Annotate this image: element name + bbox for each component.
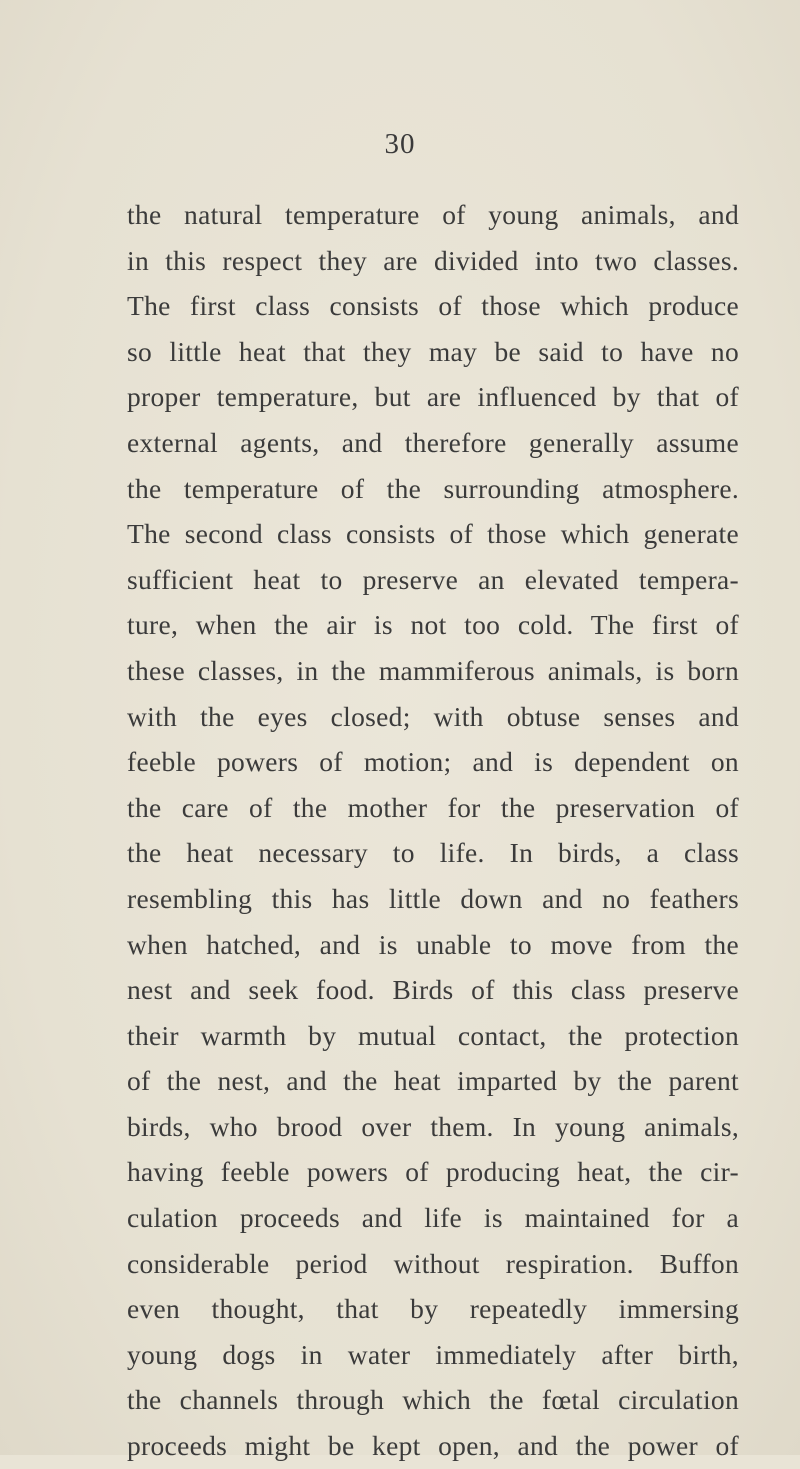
text-line: their warmth by mutual contact, the protection: [127, 1019, 739, 1051]
text-line: with the eyes closed; with obtuse senses and: [127, 700, 739, 732]
text-line: young dogs in water immediately after birth,: [127, 1338, 739, 1370]
text-line: proper temperature, but are influenced by that of: [127, 381, 739, 413]
text-line: birds, who brood over them. In young animals,: [127, 1110, 739, 1142]
text-line: considerable period without respiration. Buffon: [127, 1247, 739, 1279]
text-line: The first class consists of those which produce: [127, 290, 739, 322]
text-line: when hatched, and is unable to move from the: [127, 928, 739, 960]
text-line: proceeds might be kept open, and the power of: [127, 1430, 739, 1462]
text-line: The second class consists of those which generate: [127, 518, 739, 550]
text-line: external agents, and therefore generally assume: [127, 426, 739, 458]
text-line: so little heat that they may be said to have no: [127, 335, 739, 367]
text-line: the care of the mother for the preservation of: [127, 791, 739, 823]
text-line: these classes, in the mammiferous animals, is born: [127, 654, 739, 686]
text-line: resembling this has little down and no feathers: [127, 882, 739, 914]
text-line: even thought, that by repeatedly immersing: [127, 1293, 739, 1325]
text-line: having feeble powers of producing heat, the cir-: [127, 1156, 739, 1188]
text-line: feeble powers of motion; and is dependent on: [127, 746, 739, 778]
text-line: nest and seek food. Birds of this class preserve: [127, 974, 739, 1006]
text-line: in this respect they are divided into two classes.: [127, 244, 739, 276]
text-line: the channels through which the fœtal circulation: [127, 1384, 739, 1416]
text-line: the temperature of the surrounding atmosphere.: [127, 472, 739, 504]
text-line: of the nest, and the heat imparted by the parent: [127, 1065, 739, 1097]
page-number: 30: [384, 128, 416, 160]
text-line: ture, when the air is not too cold. The first of: [127, 609, 739, 641]
body-paragraph: [127, 192, 739, 1469]
text-line: sufficient heat to preserve an elevated tempera-: [127, 563, 739, 595]
text-line: the natural temperature of young animals, and: [127, 199, 739, 230]
text-line: the heat necessary to life. In birds, a class: [127, 837, 739, 869]
text-line: culation proceeds and life is maintained for a: [127, 1202, 739, 1234]
